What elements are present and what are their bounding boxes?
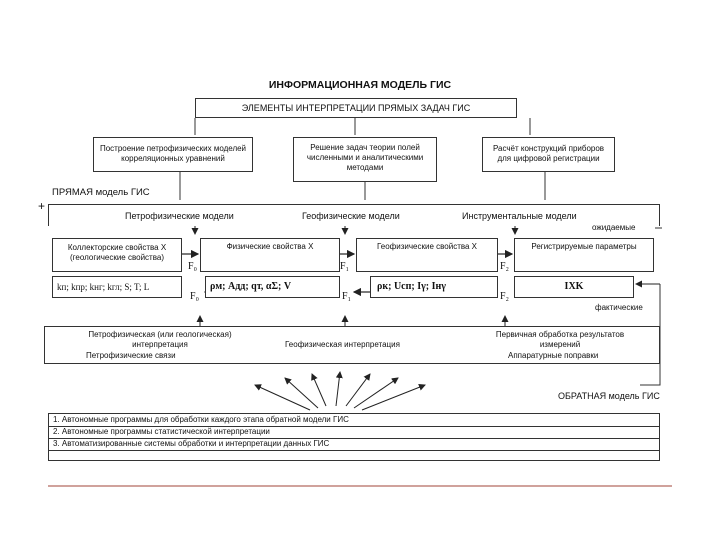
stage-box-registered: [514, 238, 654, 272]
fan-arrow: [336, 372, 340, 406]
top-box-instrument: [482, 137, 615, 172]
interp-right-sub-label: Аппаратурные поправки: [508, 351, 599, 360]
param-box-registered: [514, 276, 634, 298]
program-list-item: 2. Автономные программы статистической интерпретации: [53, 427, 270, 436]
param-box-collector: [52, 276, 182, 298]
interp-middle-label: Геофизическая интерпретация: [285, 340, 400, 349]
top-box-petro: [93, 137, 253, 172]
stage-box-physical: [200, 238, 340, 272]
inverse-model-label: ОБРАТНАЯ модель ГИС: [558, 391, 660, 401]
top-box-label: Решение задач теории полей численными и аналитическими методами: [306, 143, 424, 172]
top-banner-box: [195, 98, 517, 118]
operator-f0-bottom: F₀: [190, 291, 200, 302]
program-list-item: 3. Автоматизированные системы обработки и интерпретации данных ГИС: [53, 439, 330, 448]
program-list-item: 1. Автономные программы для обработки каждого этапа обратной модели ГИС: [53, 415, 349, 424]
interp-left-label: Петрофизическая (или геологическая) интерпретация: [88, 330, 232, 349]
instr-models-label: Инструментальные модели: [462, 211, 577, 221]
top-box-label: Построение петрофизических моделей корреляционных уравнений: [99, 144, 247, 163]
interp-right-label: Первичная обработка результатов измерений: [495, 330, 625, 349]
actual-label: фактические: [595, 303, 643, 312]
operator-f1-top: F₁: [340, 261, 350, 272]
param-box-physical: [205, 276, 340, 298]
program-list-table: [48, 413, 660, 461]
stage-box-label: Коллекторские свойства X (геологические свойства): [67, 243, 167, 263]
diagram-title: ИНФОРМАЦИОННАЯ МОДЕЛЬ ГИС: [268, 79, 452, 91]
param-physical: ρм; Aдд; qт, αΣ; V: [210, 281, 292, 292]
param-collector: kп; kпр; kнг; kгл; S; T; L: [57, 282, 150, 292]
program-list-row: [49, 438, 659, 451]
direct-model-label: ПРЯМАЯ модель ГИС: [52, 187, 150, 198]
param-geophysical: ρк; Uсп; Iγ; Iнγ: [377, 281, 446, 292]
fan-arrow: [312, 374, 326, 406]
plus-sign: +: [38, 199, 46, 213]
stage-box-geophysical: [356, 238, 498, 272]
stage-box-label: Регистрируемые параметры: [531, 242, 637, 251]
top-box-theory: [293, 137, 437, 182]
top-box-label: Расчёт конструкций приборов для цифровой регистрации: [492, 144, 605, 163]
operator-f2-top: F₂: [500, 261, 510, 272]
top-banner-label: ЭЛЕМЕНТЫ ИНТЕРПРЕТАЦИИ ПРЯМЫХ ЗАДАЧ ГИС: [241, 103, 471, 113]
fan-arrow: [354, 378, 398, 408]
interp-left-sub-label: Петрофизические связи: [86, 351, 176, 360]
fan-arrow: [362, 385, 425, 410]
expected-label: ожидаемые: [592, 223, 636, 232]
fan-arrow: [346, 374, 370, 406]
geo-models-label: Геофизические модели: [302, 211, 400, 221]
operator-f2-bottom: F₂: [500, 291, 510, 302]
stage-box-collector: [52, 238, 182, 272]
operator-f0-top: F₀: [188, 261, 198, 272]
param-registered: IXK: [564, 281, 584, 292]
stage-box-label: Физические свойства X: [226, 242, 314, 251]
fan-arrow: [285, 378, 318, 408]
stage-box-label: Геофизические свойства X: [376, 242, 478, 251]
fan-arrow: [255, 385, 310, 410]
param-box-geophysical: [370, 276, 498, 298]
petro-models-label: Петрофизические модели: [125, 211, 234, 221]
operator-f1-bottom: F₁: [342, 291, 352, 302]
